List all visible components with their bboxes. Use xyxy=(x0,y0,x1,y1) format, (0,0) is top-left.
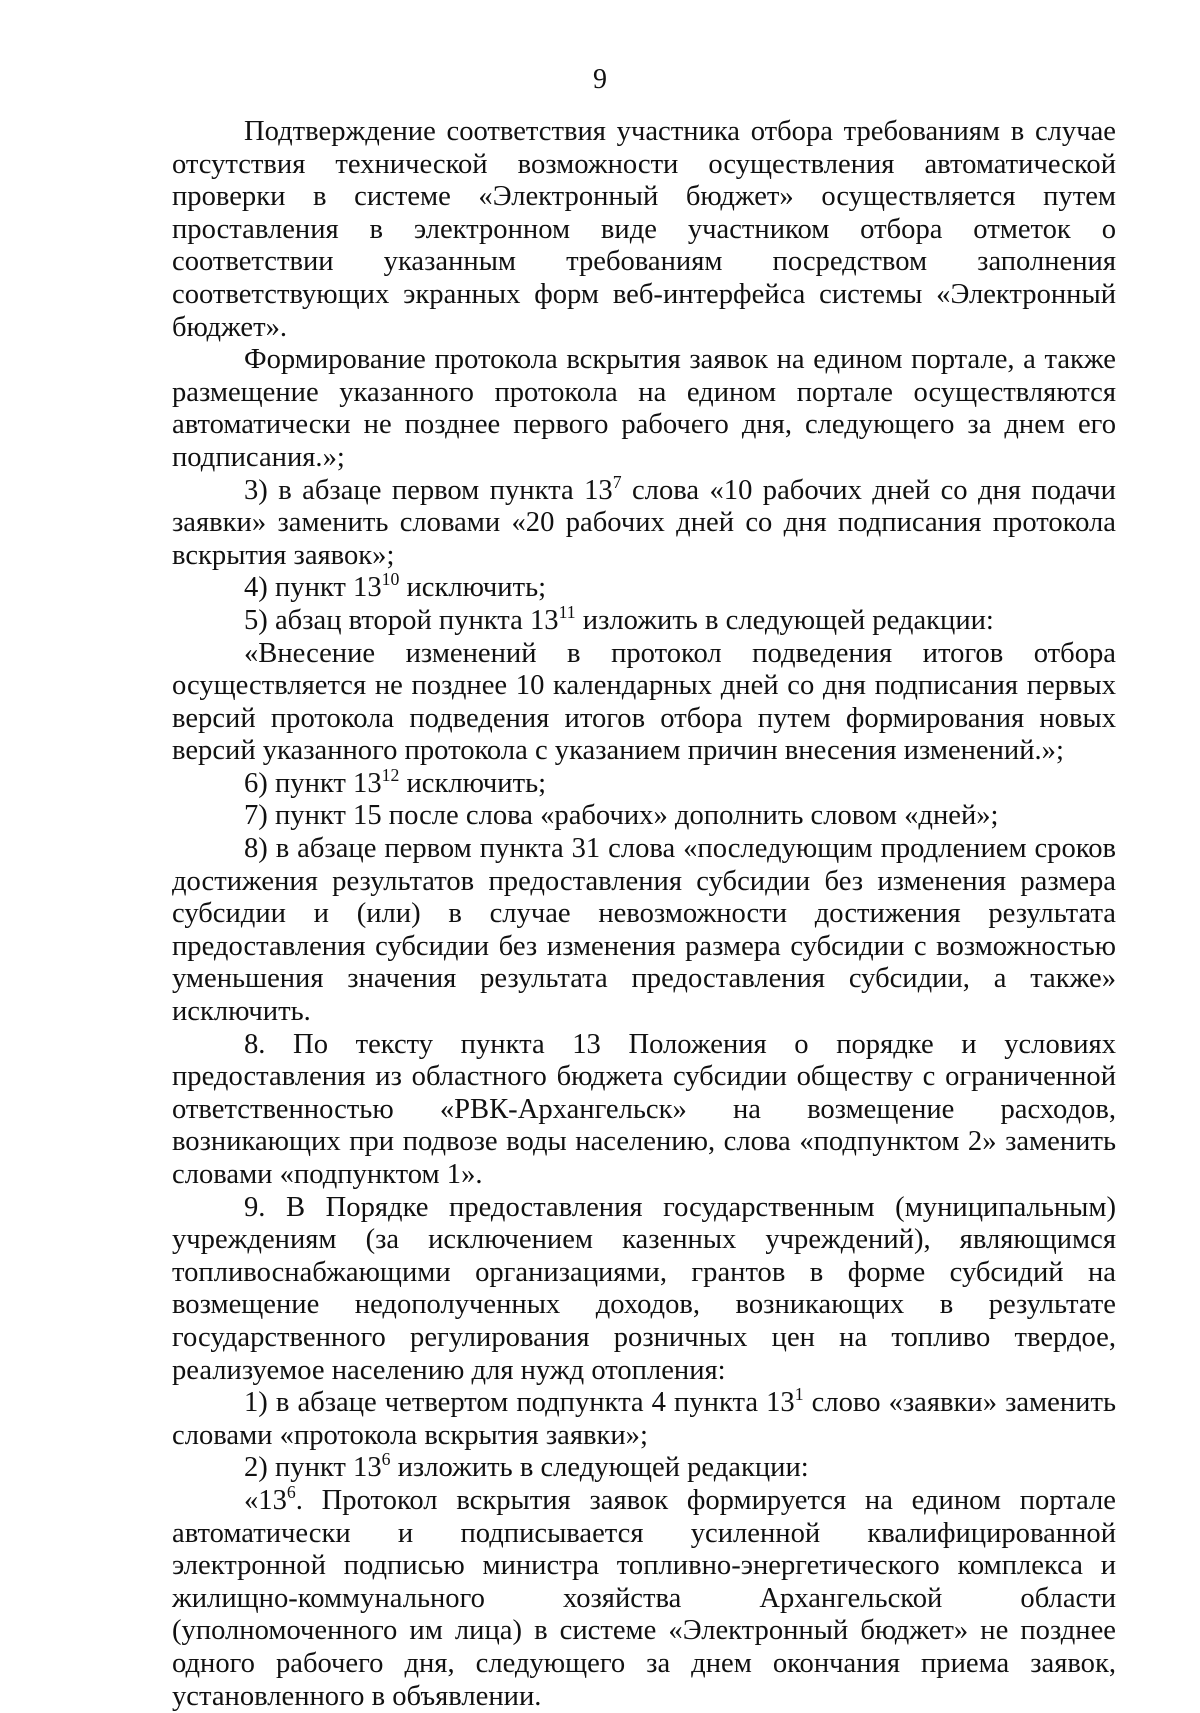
text-segment: 1) в абзаце четвертом подпункта 4 пункта 13 xyxy=(244,1387,795,1419)
paragraph-section-9: 9. В Порядке предоставления государственным (муниципальным) учреждениям (за исключением казенных учреждений), являющимся топливоснабжающими организациями, грантов в форме субсидий на возмещение недополученных доходов, возникающих в результате государственного регулирования розничных цен на топливо твердое, реализуемое населению для нужд отопления: xyxy=(172,1191,1116,1386)
paragraph-subitem-2 xyxy=(172,1449,1116,1485)
superscript: 10 xyxy=(381,569,400,590)
text-segment: слово «заявки» заменить словами «протокола вскрытия заявки»; xyxy=(172,1387,1116,1451)
superscript: 6 xyxy=(381,1449,391,1470)
superscript: 1 xyxy=(794,1384,804,1405)
text-segment: изложить в следующей редакции: xyxy=(390,1452,809,1484)
superscript: 6 xyxy=(286,1481,296,1502)
paragraph-section-8: 8. По тексту пункта 13 Положения о порядке и условиях предоставления из областного бюджета субсидии обществу с ограниченной ответственностью «РВК-Архангельск» на возмещение расходов, возникающих при подвозе воды населению, слова «подпунктом 2» заменить словами «подпунктом 1». xyxy=(172,1028,1116,1190)
superscript: 7 xyxy=(612,471,622,492)
text-segment: 6) пункт 13 xyxy=(244,767,382,799)
superscript: 12 xyxy=(381,764,400,785)
page-number: 9 xyxy=(593,64,607,95)
text-segment: исключить; xyxy=(399,767,547,799)
text-segment: . Протокол вскрытия заявок формируется на едином портале автоматически и подписывается усиленной квалифицированной электронной подписью министра топливно-энергетического комплекса и жилищно-коммунального хозяйства Архангельской области (уполномоченного им лица) в системе «Электронный бюджет» не позднее одного рабочего дня, следующего за днем окончания приема заявок, установленного в объявлении. xyxy=(172,1484,1116,1712)
paragraph-protocol-formation: Формирование протокола вскрытия заявок на едином портале, а также размещение указанного протокола на едином портале осуществляются автоматически не позднее первого рабочего дня, следующего за днем его подписания.»; xyxy=(172,344,1116,473)
paragraph-subitem-1 xyxy=(172,1384,1116,1452)
text-segment: 3) в абзаце первом пункта 13 xyxy=(244,474,613,506)
paragraph-item-7: 7) пункт 15 после слова «рабочих» дополнить словом «дней»; xyxy=(244,800,999,832)
paragraph-clause-13-6 xyxy=(172,1481,1116,1713)
paragraph-item-8: 8) в абзаце первом пункта 31 слова «последующим продлением сроков достижения результатов предоставления субсидии без изменения размера субсидии и (или) в случае невозможности достижения результата предоставления субсидии без изменения размера субсидии с возможностью уменьшения значения результата предоставления субсидии, а также» исключить. xyxy=(172,833,1116,1028)
paragraph-amendment-quote: «Внесение изменений в протокол подведения итогов отбора осуществляется не позднее 10 календарных дней со дня подписания первых версий протокола подведения итогов отбора путем формирования новых версий указанного протокола с указанием причин внесения изменений.»; xyxy=(172,637,1116,767)
paragraph-item-4 xyxy=(172,569,1116,605)
superscript: 11 xyxy=(558,601,576,622)
paragraph-item-6 xyxy=(172,764,1116,801)
paragraph-item-5 xyxy=(172,601,1116,638)
text-segment: 5) абзац второй пункта 13 xyxy=(244,604,559,636)
text-segment: 2) пункт 13 xyxy=(244,1452,382,1484)
paragraph-confirmation: Подтверждение соответствия участника отбора требованиям в случае отсутствия технической возможности осуществления автоматической проверки в системе «Электронный бюджет» осуществляется путем проставления в электронном виде участником отбора отметок о соответствии указанным требованиям посредством заполнения соответствующих экранных форм веб-интерфейса системы «Электронный бюджет». xyxy=(172,116,1116,343)
text-segment: исключить; xyxy=(399,572,547,604)
document-body xyxy=(172,116,1116,1713)
text-segment: слова «10 рабочих дней со дня подачи заявки» заменить словами «20 рабочих дней со дня подписания протокола вскрытия заявок»; xyxy=(172,474,1116,571)
text-segment: изложить в следующей редакции: xyxy=(575,604,994,636)
text-segment: «13 xyxy=(244,1484,287,1516)
text-segment: 4) пункт 13 xyxy=(244,572,382,604)
paragraph-item-3 xyxy=(172,471,1116,573)
